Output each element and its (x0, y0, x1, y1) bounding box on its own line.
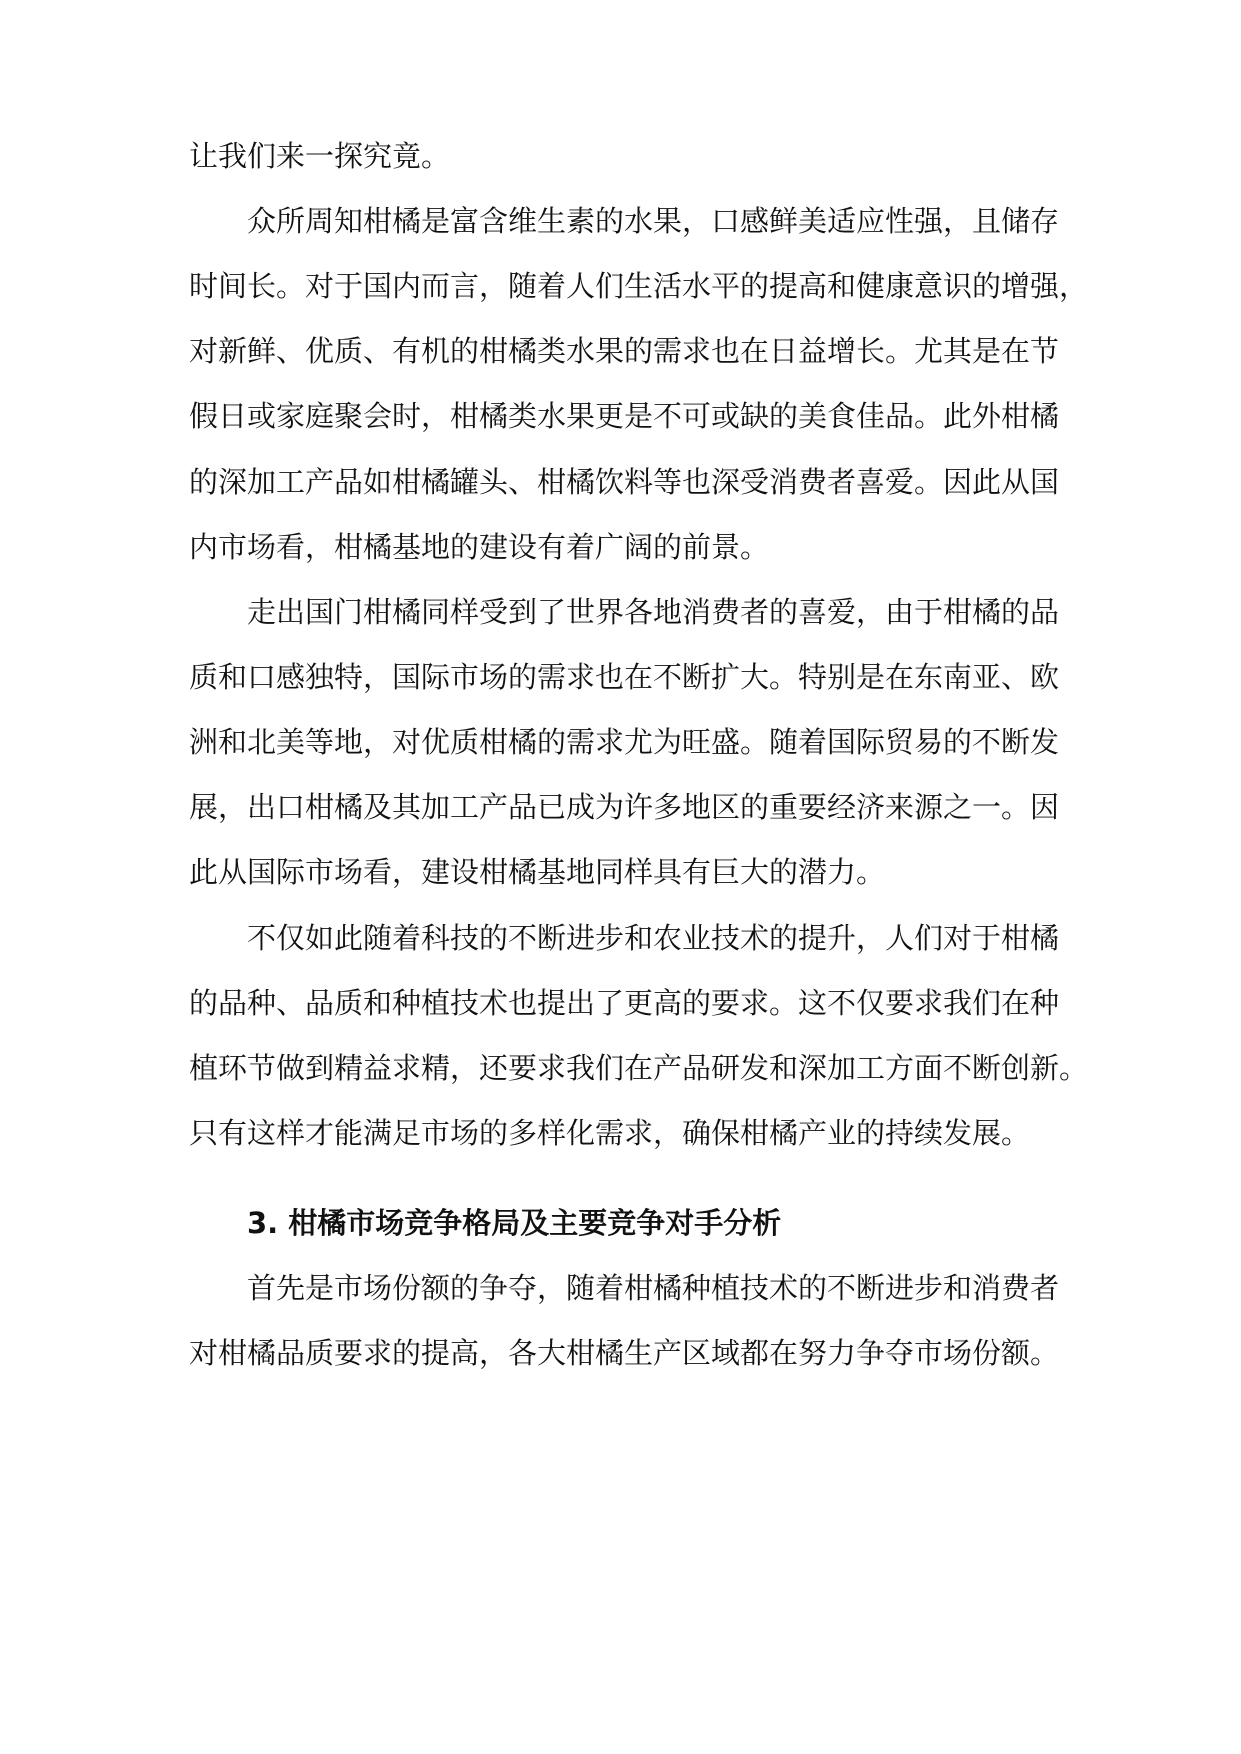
section-heading (247, 1203, 1055, 1243)
paragraph-line: 质和口感独特，国际市场的需求也在不断扩大。特别是在东南亚、欧 (189, 660, 1060, 694)
paragraph-line: 展，出口柑橘及其加工产品已成为许多地区的重要经济来源之一。因 (189, 790, 1060, 824)
paragraph-line: 洲和北美等地，对优质柑橘的需求尤为旺盛。随着国际贸易的不断发 (189, 725, 1060, 759)
paragraph-line: 的品种、品质和种植技术也提出了更高的要求。这不仅要求我们在种 (189, 986, 1060, 1020)
paragraph-line: 内市场看，柑橘基地的建设有着广阔的前景。 (189, 530, 770, 564)
paragraph-line: 只有这样才能满足市场的多样化需求，确保柑橘产业的持续发展。 (189, 1116, 1031, 1150)
section-title: 柑橘市场竞争格局及主要竞争对手分析 (288, 1206, 782, 1240)
paragraph-line: 让我们来一探究竟。 (189, 139, 451, 173)
paragraph-line: 众所周知柑橘是富含维生素的水果，口感鲜美适应性强，且储存 (247, 204, 1060, 238)
paragraph-line: 植环节做到精益求精，还要求我们在产品研发和深加工方面不断创新。 (189, 1051, 1089, 1085)
paragraph-line: 此从国际市场看，建设柑橘基地同样具有巨大的潜力。 (189, 855, 886, 889)
paragraph-line: 首先是市场份额的争夺，随着柑橘种植技术的不断进步和消费者 (247, 1271, 1060, 1305)
section-number: 3. (247, 1206, 279, 1240)
paragraph-line: 不仅如此随着科技的不断进步和农业技术的提升，人们对于柑橘 (247, 921, 1060, 955)
paragraph-line: 对新鲜、优质、有机的柑橘类水果的需求也在日益增长。尤其是在节 (189, 334, 1060, 368)
paragraph-line: 假日或家庭聚会时，柑橘类水果更是不可或缺的美食佳品。此外柑橘 (189, 399, 1060, 433)
paragraph-line: 走出国门柑橘同样受到了世界各地消费者的喜爱，由于柑橘的品 (247, 595, 1060, 629)
paragraph-line: 的深加工产品如柑橘罐头、柑橘饮料等也深受消费者喜爱。因此从国 (189, 465, 1060, 499)
paragraph-line: 时间长。对于国内而言，随着人们生活水平的提高和健康意识的增强， (189, 269, 1089, 303)
paragraph-line: 对柑橘品质要求的提高，各大柑橘生产区域都在努力争夺市场份额。 (189, 1336, 1060, 1370)
